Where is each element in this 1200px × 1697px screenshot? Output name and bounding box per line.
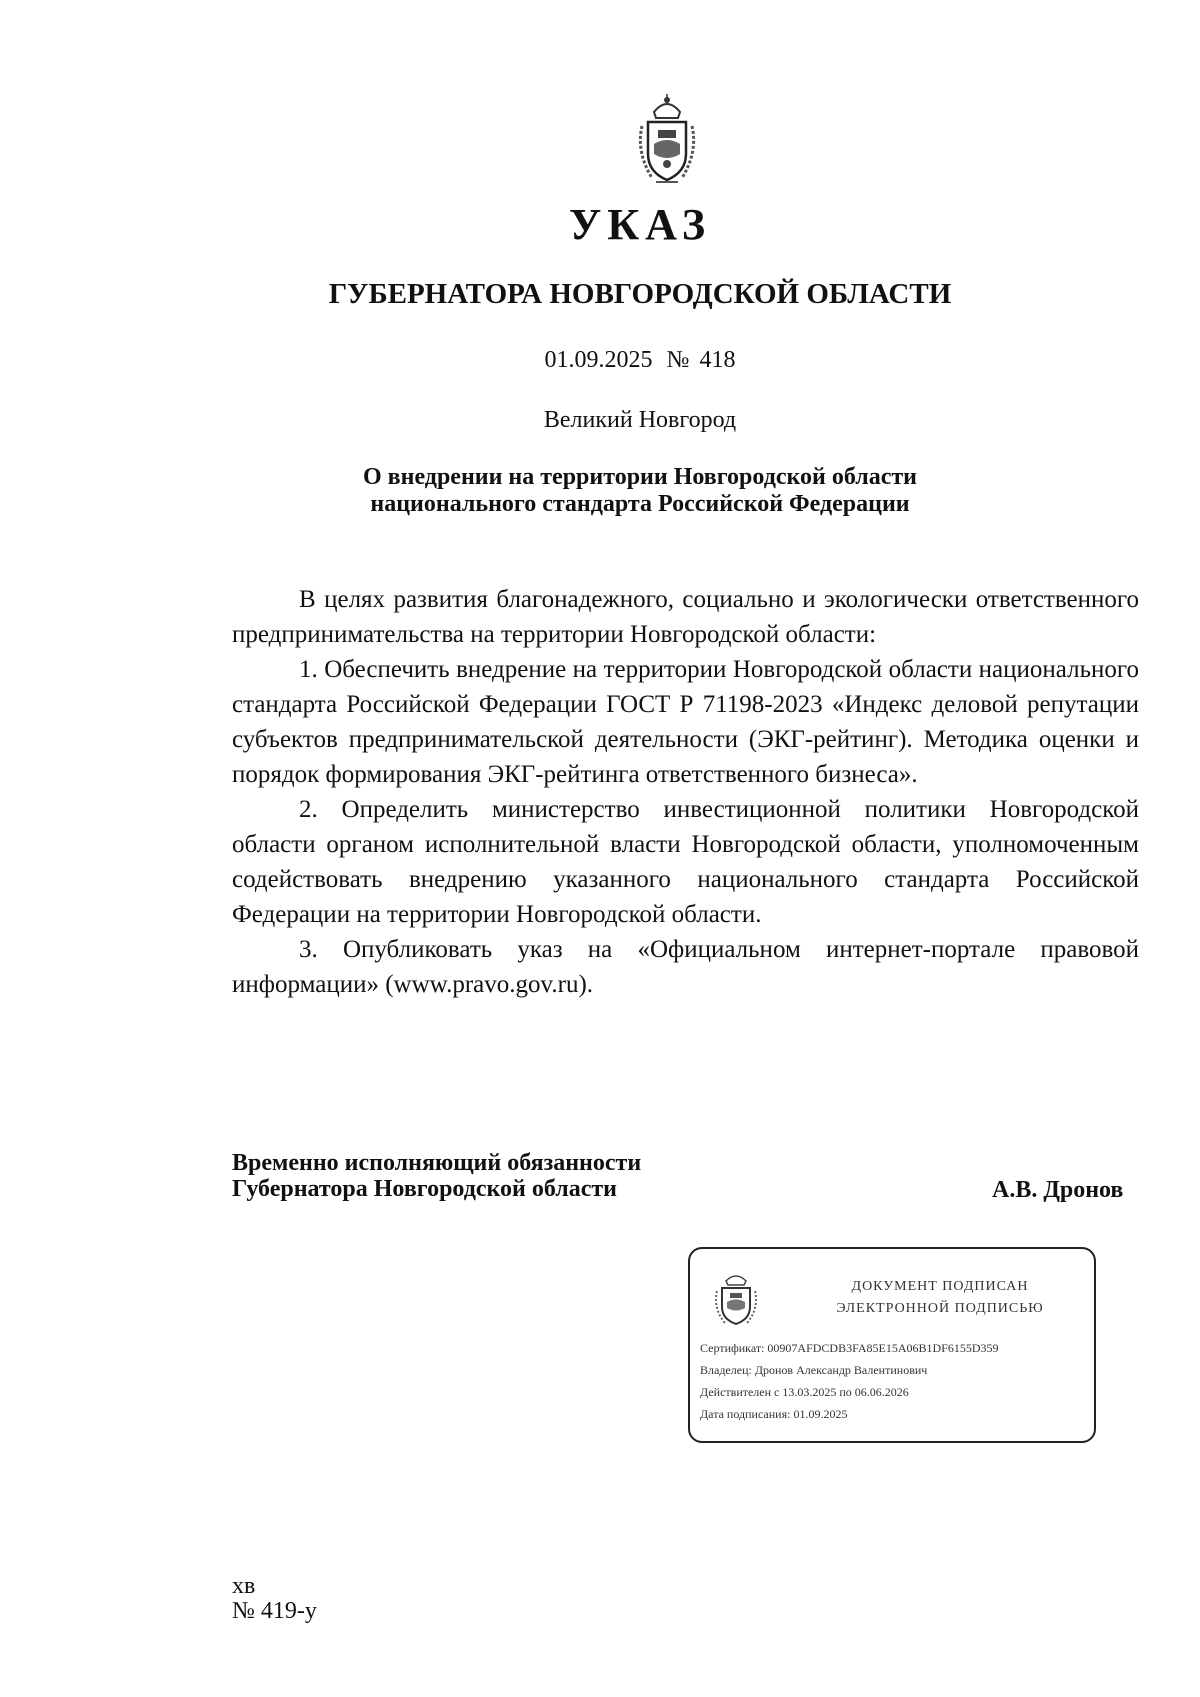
number-sign: № [666, 347, 690, 373]
stamp-heading [810, 1276, 1070, 1320]
footer-note [232, 1574, 317, 1624]
date-number-line [0, 348, 1200, 372]
footer-number: № 419-у [232, 1598, 317, 1624]
item-3-paragraph: 3. Опубликовать указ на «Официальном интернет-портале правовой информации» (www.pravo.gov.ru). [232, 936, 1139, 998]
item-2-paragraph: 2. Определить министерство инвестиционной политики Новгородской области органом исполнительной власти Новгородской области, уполномоченным содействовать внедрению указанного национального стандарта Российской Федерации на территории Новгородской области. [232, 796, 1139, 928]
heading-line-1: О внедрении на территории Новгородской области [363, 464, 917, 490]
stamp-details [700, 1337, 999, 1425]
signatory-name: А.В. Дронов [992, 1177, 1124, 1203]
stamp-heading-line-1: ДОКУМЕНТ ПОДПИСАН [851, 1279, 1029, 1294]
stamp-heading-line-2: ЭЛЕКТРОННОЙ ПОДПИСЬЮ [836, 1301, 1044, 1316]
document-subtitle: ГУБЕРНАТОРА НОВГОРОДСКОЙ ОБЛАСТИ [328, 278, 952, 310]
position-line-1: Временно исполняющий обязанности [232, 1150, 642, 1176]
stamp-owner: Владелец: Дронов Александр Валентинович [700, 1363, 928, 1377]
stamp-validity: Действителен с 13.03.2025 по 06.06.2026 [700, 1385, 909, 1399]
document-number: 418 [699, 347, 736, 373]
novgorod-coat-of-arms-icon [712, 1271, 760, 1327]
document-heading [0, 464, 1200, 518]
document-body [232, 582, 1139, 1002]
novgorod-coat-of-arms-icon [634, 92, 700, 188]
document-title: УКАЗ [568, 200, 712, 249]
document-city: Великий Новгород [543, 407, 737, 433]
preamble-paragraph: В целях развития благонадежного, социально и экологически ответственного предпринимательства на территории Новгородской области: [232, 586, 1139, 648]
item-1-paragraph: 1. Обеспечить внедрение на территории Новгородской области национального стандарта Российской Федерации ГОСТ Р 71198-2023 «Индекс деловой репутации субъектов предпринимательской деятельности (ЭКГ-рейтинг). Методика оценки и порядок формирования ЭКГ-рейтинга ответственного бизнеса». [232, 656, 1139, 788]
footer-initials: хв [232, 1573, 256, 1599]
stamp-certificate: Сертификат: 00907AFDCDB3FA85E15A06B1DF6155D359 [700, 1341, 999, 1355]
position-line-2: Губернатора Новгородской области [232, 1176, 618, 1202]
electronic-signature-stamp [688, 1247, 1096, 1443]
document-date: 01.09.2025 [544, 347, 653, 373]
heading-line-2: национального стандарта Российской Федерации [370, 491, 910, 517]
signatory-position [232, 1150, 641, 1202]
stamp-signing-date: Дата подписания: 01.09.2025 [700, 1407, 848, 1421]
